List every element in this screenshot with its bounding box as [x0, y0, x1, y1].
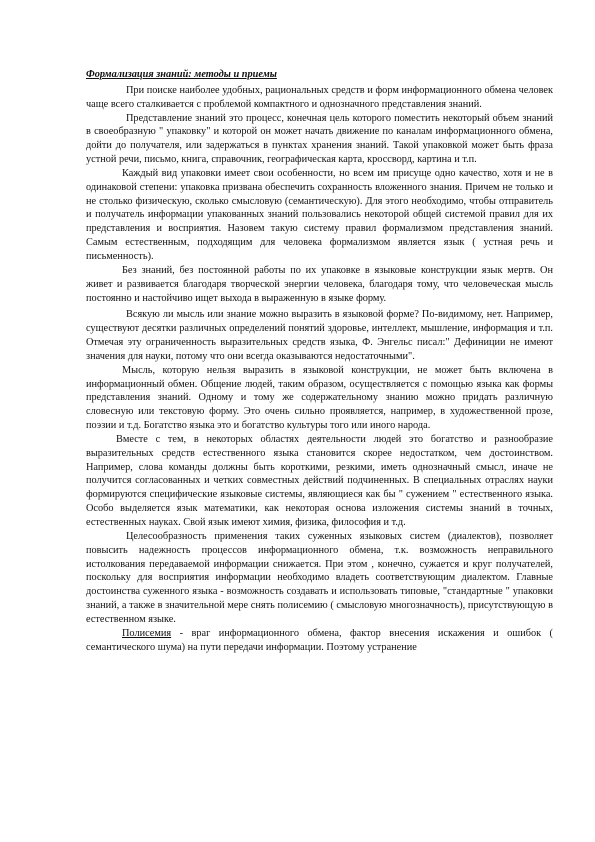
document-body: [86, 68, 553, 654]
paragraph-text: - враг информационного обмена, фактор внесения искажения и ошибок ( семантического шума) на пути передачи информации. Поэтому устранение: [86, 627, 553, 653]
paragraph: Всякую ли мысль или знание можно выразить в языковой форме? По-видимому, нет. Например, существуют десятки различных определений понятий здоровье, интеллект, мышление, информация и т.п. Отмечая эту ограниченность выразительных средств языка, Ф. Энгельс писал:" Дефиниции не имеют значения для науки, потому что они всегда оказываются недостаточными".: [86, 309, 553, 362]
paragraph: Представление знаний это процесс, конечная цель которого поместить некоторый объем знаний в своеобразную " упаковку" и которой он может начать движение по каналам информационного обмена, дойти до получателя, или задержаться в пунктах хранения знаний. Такой упаковкой может быть фраза устной речи, письмо, книга, справочник, географическая карта, кроссворд, картина и т.п.: [86, 112, 553, 166]
paragraph: При поиске наиболее удобных, рациональных средств и форм информационного обмена человек чаще всего сталкивается с проблемой компактного и однозначного представления знаний.: [86, 84, 553, 110]
paragraph: Целесообразность применения таких суженных языковых систем (диалектов), позволяет повысить надежность процессов информационного обмена, т.к. возможность неправильного истолкования передаваемой информации снижается. При этом , конечно, сужается и круг получателей, поскольку для восприятия информации необходимо владеть соответствующим диалектом. Главные достоинства суженного языка - возможность создавать и использовать типовые, "стандартные " упаковки знаний, а также в значительной мере снять полисемию ( смысловую многозначность), присутствующую в естественном языке.: [86, 530, 553, 625]
paragraph: Каждый вид упаковки имеет свои особенности, но всем им присуще одно качество, хотя и не в одинаковой степени: упаковка призвана обеспечить сохранность вложенного знания. Причем не только и не столько физическую, сколько смысловую (семантическую). Для этого необходимо, чтобы отправитель и получатель информации упакованных знаний пользовались некоторой общей системой правил для их представления и восприятия. Назовем такую систему правил формализмом представления знаний. Самым естественным, подходящим для человека формализмом является язык ( устная речь и письменность).: [86, 167, 553, 262]
section-heading: Формализация знаний: методы и приемы: [86, 69, 277, 80]
paragraph-last: [86, 627, 553, 655]
paragraph: Мысль, которую нельзя выразить в языковой конструкции, не может быть включена в информационный обмен. Общение людей, таким образом, осуществляется с помощью языка как формы представления знаний. Одному и тому же содержательному знанию можно придать различную словесную или текстовую форму. Это очень сильно проявляется, например, в художественной прозе, поэзии и т.д. Богатство языка это и богатство культуры того или иного народа.: [86, 364, 553, 432]
paragraph: Вместе с тем, в некоторых областях деятельности людей это богатство и разнообразие выразительных средств естественного языка становится скорее недостатком, чем достоинством. Например, слова команды должны быть короткими, резкими, иметь однозначный смысл, иначе не получится согласованных и четких совместных действий подчиненных. В специальных отраслях науки формируются специфические языковые системы, являющиеся как бы " сужением " естественного языка. Особо выделяется язык математики, как некоторая основа изложения системы знаний в точных, естественных науках. Свой язык имеют химия, физика, философия и т.д.: [86, 433, 553, 528]
term-polysemy: Полисемия: [122, 627, 172, 639]
paragraph: Без знаний, без постоянной работы по их упаковке в языковые конструкции язык мертв. Он живет и развивается благодаря творческой энергии человека, благодаря тому, что человеческая мысль постоянно и настойчиво ищет выхода в выраженную в языке форму.: [86, 264, 553, 304]
